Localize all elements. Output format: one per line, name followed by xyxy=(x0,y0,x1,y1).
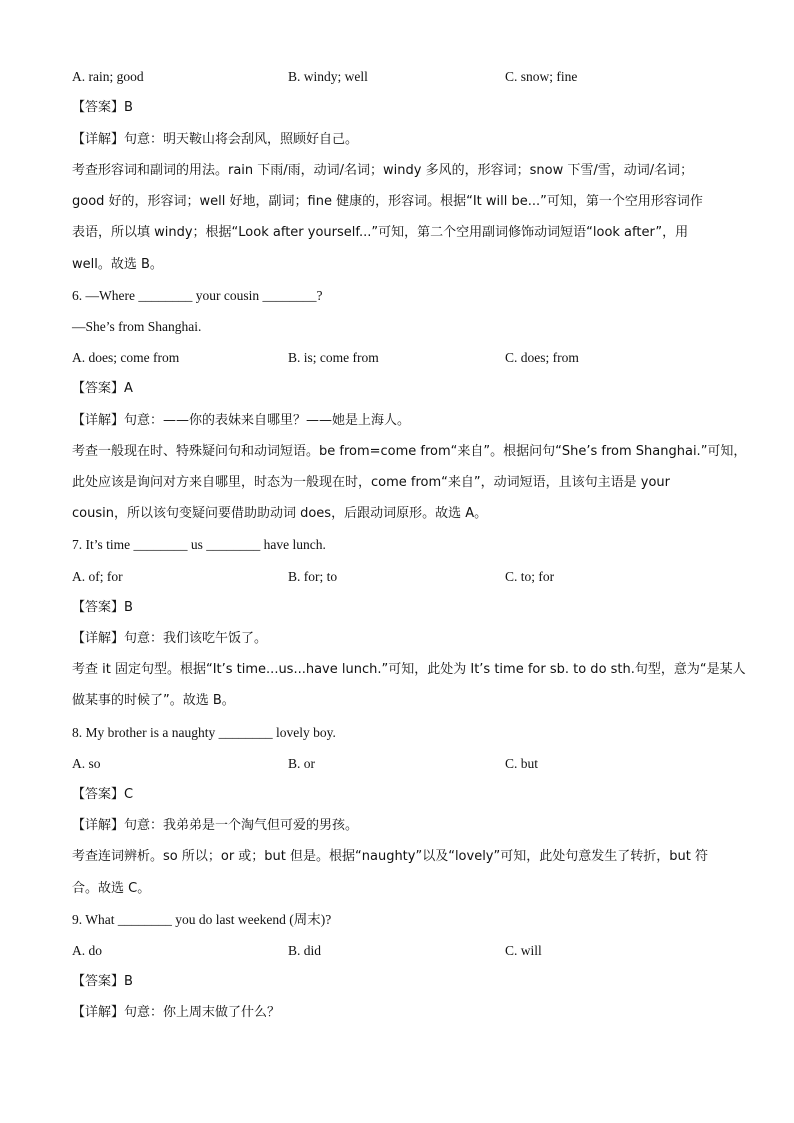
explanation-text: cousin，所以该句变疑问要借助助动词 does，后跟动词原形。故选 A。 xyxy=(72,506,488,521)
explanation-text: 表语，所以填 windy；根据“Look after yourself...”可知，第二个空用副词修饰动词短语“look after”，用 xyxy=(72,225,689,240)
question-8: 8. My brother is a naughty ________ lovely boy. xyxy=(72,725,336,740)
option-a: A. do xyxy=(72,943,102,958)
option-c: C. will xyxy=(505,943,542,958)
option-a: A. so xyxy=(72,756,101,771)
explanation-text: 此处应该是询问对方来自哪里，时态为一般现在时，come from“来自”，动词短语，且该句主语是 your xyxy=(72,475,670,490)
option-c: C. does; from xyxy=(505,350,579,365)
option-a: A. rain; good xyxy=(72,69,144,84)
question-6-reply: —She’s from Shanghai. xyxy=(72,319,202,334)
answer-line: 【答案】C xyxy=(72,787,134,802)
option-c: C. to; for xyxy=(505,569,555,584)
explanation-text: 考查连词辨析。so 所以；or 或；but 但是。根据“naughty”以及“lovely”可知，此处句意发生了转折，but 符 xyxy=(72,849,708,864)
explanation-meaning: 【详解】句意：我们该吃午饭了。 xyxy=(72,631,268,646)
option-c: C. snow; fine xyxy=(505,69,578,84)
explanation-text: good 好的，形容词；well 好地，副词；fine 健康的，形容词。根据“It will be...”可知，第一个空用形容词作 xyxy=(72,194,703,209)
explanation-text: 合。故选 C。 xyxy=(72,881,151,896)
option-b: B. did xyxy=(288,943,322,958)
option-b: B. or xyxy=(288,756,315,771)
explanation-text: 考查一般现在时、特殊疑问句和动词短语。be from=come from“来自”。根据问句“She’s from Shanghai.”可知， xyxy=(72,444,747,459)
question-6: 6. —Where ________ your cousin ________? xyxy=(72,288,323,303)
option-c: C. but xyxy=(505,756,539,771)
explanation-text: 考查 it 固定句型。根据“It’s time...us...have lunch.”可知，此处为 It’s time for sb. to do sth.句型，意为“是某人 xyxy=(72,662,746,677)
question-7: 7. It’s time ________ us ________ have lunch. xyxy=(72,537,326,552)
option-a: A. of; for xyxy=(72,569,123,584)
answer-line: 【答案】B xyxy=(72,100,133,115)
question-9: 9. What ________ you do last weekend (周末)? xyxy=(72,912,332,927)
option-b: B. for; to xyxy=(288,569,338,584)
option-a: A. does; come from xyxy=(72,350,180,365)
explanation-text: 考查形容词和副词的用法。rain 下雨/雨，动词/名词；windy 多风的，形容词；snow 下雪/雪，动词/名词； xyxy=(72,163,694,178)
explanation-meaning: 【详解】句意：明天鞍山将会刮风，照顾好自己。 xyxy=(72,132,359,147)
answer-line: 【答案】B xyxy=(72,974,133,989)
answer-line: 【答案】B xyxy=(72,600,133,615)
option-b: B. is; come from xyxy=(288,350,379,365)
option-b: B. windy; well xyxy=(288,69,368,84)
explanation-text: well。故选 B。 xyxy=(72,257,163,272)
answer-line: 【答案】A xyxy=(72,381,133,396)
explanation-meaning: 【详解】句意：你上周末做了什么？ xyxy=(72,1005,281,1020)
explanation-text: 做某事的时候了”。故选 B。 xyxy=(72,693,235,708)
explanation-meaning: 【详解】句意：我弟弟是一个淘气但可爱的男孩。 xyxy=(72,818,359,833)
explanation-meaning: 【详解】句意：——你的表妹来自哪里？——她是上海人。 xyxy=(72,413,411,428)
